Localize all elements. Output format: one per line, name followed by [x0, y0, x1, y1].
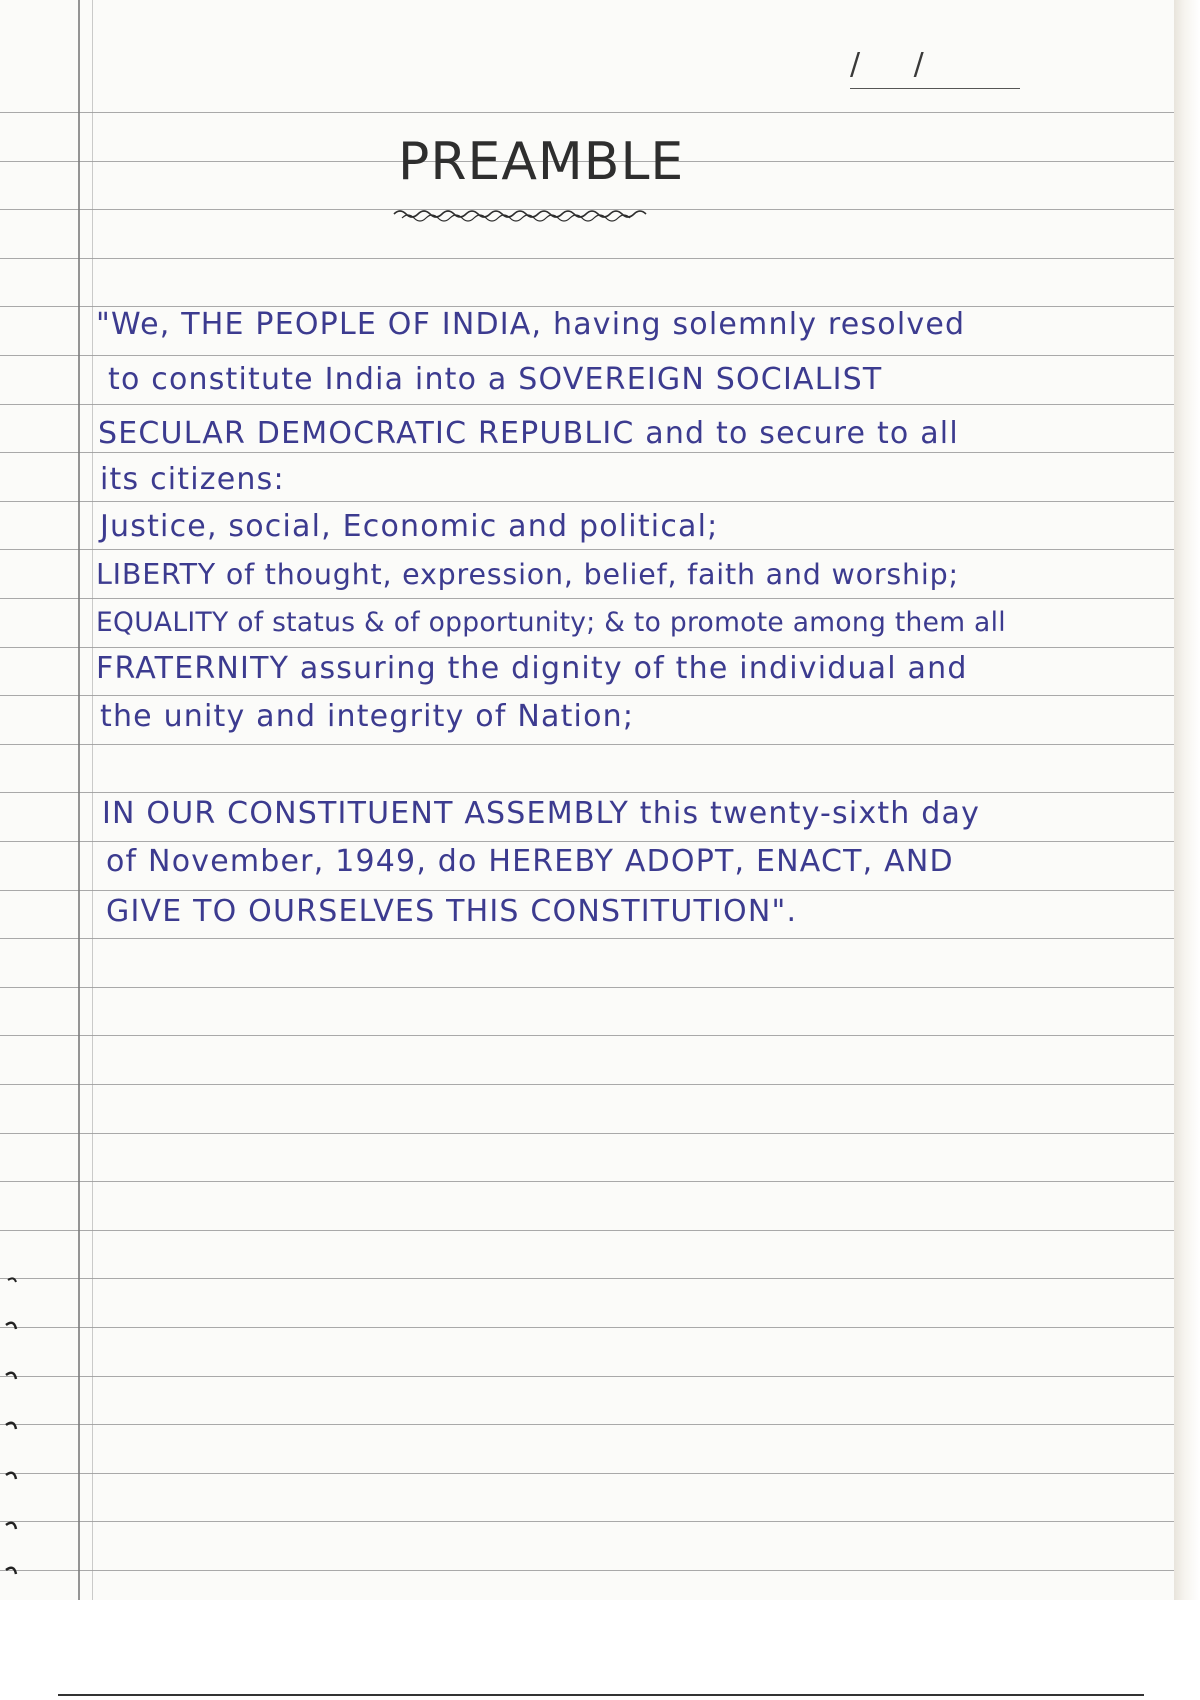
text-line: GIVE TO OURSELVES THIS CONSTITUTION". [106, 894, 798, 929]
date-field: / / [850, 48, 1020, 89]
ruled-line [0, 112, 1174, 113]
text-line: EQUALITY of status & of opportunity; & to promote among them all [96, 607, 1006, 638]
text-line: IN OUR CONSTITUENT ASSEMBLY this twenty-sixth day [102, 796, 981, 831]
text-line: to constitute India into a SOVEREIGN SOCIALIST [108, 362, 883, 397]
text-line: SECULAR DEMOCRATIC REPUBLIC and to secure to all [98, 416, 959, 451]
text-line: FRATERNITY assuring the dignity of the individual and [96, 651, 968, 686]
ruled-line [0, 1084, 1174, 1085]
ruled-line [0, 1424, 1174, 1425]
ruled-line [0, 404, 1174, 405]
ruled-line [0, 1181, 1174, 1182]
ruled-line [0, 1473, 1174, 1474]
ruled-line [0, 695, 1174, 696]
page-edge [1174, 0, 1200, 1600]
ruled-line [0, 1376, 1174, 1377]
ruled-line [0, 987, 1174, 988]
ruled-line [0, 1230, 1174, 1231]
text-line: Justice, social, Economic and political; [100, 509, 719, 544]
ruled-line [0, 1035, 1174, 1036]
ruled-line [0, 841, 1174, 842]
page-bottom-rule [58, 1694, 1144, 1696]
text-line: LIBERTY of thought, expression, belief, faith and worship; [96, 558, 959, 591]
page-title: PREAMBLE [398, 132, 685, 192]
ruled-line [0, 1521, 1174, 1522]
ruled-line [0, 744, 1174, 745]
ruled-line [0, 1278, 1174, 1279]
binding-marks [0, 1270, 22, 1600]
ruled-line [0, 258, 1174, 259]
text-line: the unity and integrity of Nation; [100, 699, 635, 734]
text-line: its citizens: [100, 462, 285, 497]
ruled-line [0, 355, 1174, 356]
ruled-line [0, 1133, 1174, 1134]
title-underline-squiggle [392, 206, 652, 222]
ruled-line [0, 792, 1174, 793]
ruled-line [0, 647, 1174, 648]
ruled-line [0, 890, 1174, 891]
text-line: of November, 1949, do HEREBY ADOPT, ENACT, AND [106, 844, 954, 879]
ruled-line [0, 1570, 1174, 1571]
text-line: "We, THE PEOPLE OF INDIA, having solemnly resolved [96, 307, 966, 342]
ruled-line [0, 598, 1174, 599]
ruled-line [0, 452, 1174, 453]
margin-line-inner [92, 0, 93, 1600]
ruled-line [0, 501, 1174, 502]
ruled-line [0, 549, 1174, 550]
ruled-line [0, 938, 1174, 939]
margin-line [78, 0, 80, 1600]
ruled-line [0, 1327, 1174, 1328]
